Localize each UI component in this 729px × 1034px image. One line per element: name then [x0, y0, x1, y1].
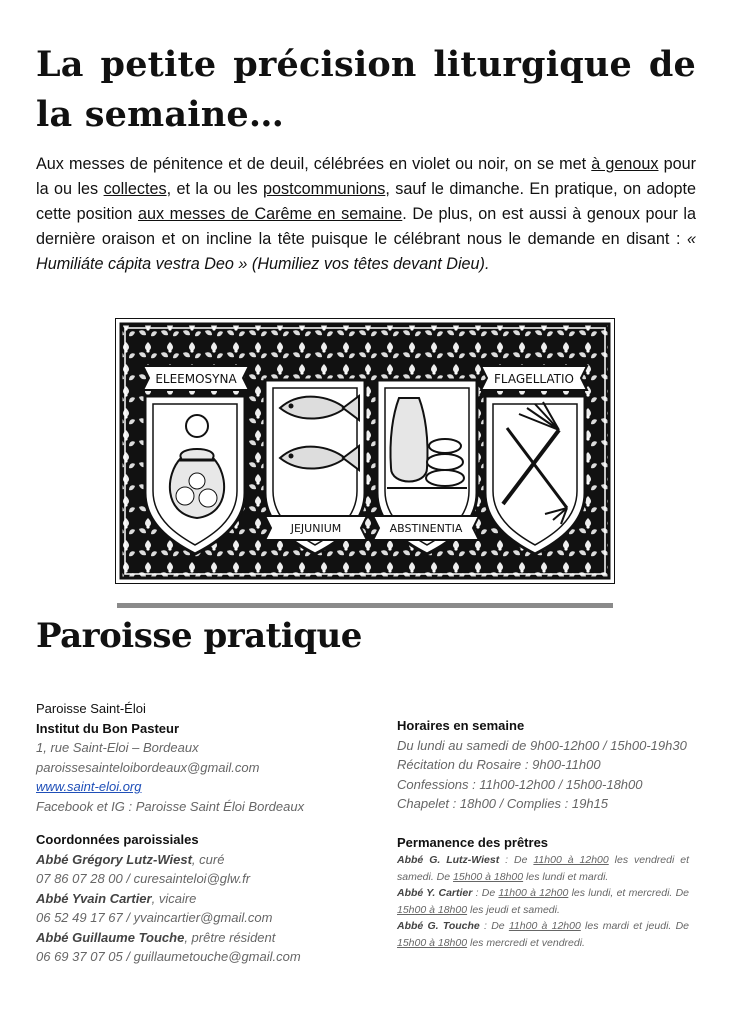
- contact-priest-2: [36, 889, 356, 909]
- contact-line-2: 06 52 49 17 67 / yvaincartier@gmail.com: [36, 910, 273, 925]
- contacts-heading: Coordonnées paroissiales: [36, 832, 199, 847]
- contact-line-3: 06 69 37 07 05 / guillaumetouche@gmail.com: [36, 949, 301, 964]
- permanence-text: les lundi, et mercredi. De: [568, 887, 689, 899]
- priest-name: Abbé Grégory Lutz-Wiest: [36, 851, 192, 867]
- priest-name: Abbé G. Touche: [397, 920, 480, 932]
- banner-abstinentia: [373, 516, 479, 540]
- banner-label: JEJUNIUM: [290, 522, 342, 535]
- banner-label: FLAGELLATIO: [494, 372, 574, 386]
- intro-text: , sauf le dimanche. En pratique, on adopte cette position: [36, 180, 697, 223]
- parish-info-column: [36, 699, 356, 967]
- contact-priest-1: [36, 850, 356, 870]
- eleemosyna-shield: [145, 396, 245, 554]
- section-divider: [117, 603, 613, 608]
- banner-flagellatio: [481, 366, 587, 390]
- horaires-line: Confessions : 11h00-12h00 / 15h00-18h00: [397, 776, 643, 792]
- priest-role: , prêtre résident: [184, 929, 276, 945]
- permanence-time: 15h00 à 18h00: [453, 870, 524, 883]
- permanence-text: les mardi et jeudi. De: [580, 920, 689, 932]
- permanence-text: les lundi et mardi.: [523, 870, 609, 883]
- parish-email[interactable]: paroissesainteloibordeaux@gmail.com: [36, 759, 260, 775]
- horaires-line: Du lundi au samedi de 9h00-12h00 / 15h00-19h30: [397, 737, 687, 753]
- contact-line-1: 07 86 07 28 00 / curesainteloi@glw.fr: [36, 871, 251, 886]
- parish-address: 1, rue Saint-Eloi – Bordeaux: [36, 740, 199, 755]
- priest-name: Abbé Y. Cartier: [397, 887, 473, 899]
- schedule-column: [397, 716, 689, 951]
- banner-label: ABSTINENTIA: [389, 522, 463, 535]
- permanence-text: les vendredi et samedi. De: [397, 854, 689, 883]
- intro-underline: postcommunions: [262, 180, 386, 198]
- priest-role: , curé: [191, 851, 225, 867]
- banner-eleemosyna: [143, 366, 249, 390]
- horaires-line: Chapelet : 18h00 / Complies : 19h15: [397, 796, 609, 811]
- intro-underline: à genoux: [591, 155, 659, 173]
- permanence-entry: [397, 918, 689, 951]
- permanence-text: les mercredi et vendredi.: [467, 936, 585, 949]
- permanence-text: : De: [499, 854, 534, 866]
- horaires-heading: Horaires en semaine: [397, 718, 525, 733]
- parish-name: Paroisse Saint-Éloi: [36, 701, 146, 716]
- priest-name: Abbé Yvain Cartier: [36, 890, 152, 906]
- intro-underline: collectes: [103, 180, 167, 198]
- intro-underline: aux messes de Carême en semaine: [137, 205, 403, 223]
- horaires-line: Récitation du Rosaire : 9h00-11h00: [397, 757, 601, 772]
- intro-text: . De plus, on est aussi à genoux pour la dernière oraison et on incline la tête puisque le célébrant nous le demande en disant :: [36, 205, 696, 248]
- penance-illustration: [115, 318, 615, 584]
- parish-website-link[interactable]: www.saint-eloi.org: [36, 779, 142, 794]
- permanence-heading: Permanence des prêtres: [397, 834, 549, 850]
- banner-label: ELEEMOSYNA: [155, 372, 237, 386]
- parish-institute: Institut du Bon Pasteur: [36, 720, 179, 736]
- permanence-time: 11h00 à 12h00: [498, 887, 569, 899]
- parish-social: Facebook et IG : Paroisse Saint Éloi Bordeaux: [36, 798, 305, 814]
- flagellatio-shield: [485, 396, 585, 554]
- permanence-time: 15h00 à 18h00: [397, 936, 468, 949]
- intro-quote: « Humiliáte cápita vestra Deo » (Humiliez vos têtes devant Dieu).: [36, 230, 696, 273]
- permanence-entry: [397, 852, 689, 885]
- permanence-time: 15h00 à 18h00: [397, 903, 468, 916]
- contact-priest-3: [36, 928, 356, 948]
- intro-text: pour la ou les: [36, 155, 697, 198]
- priest-name: Abbé Guillaume Touche: [36, 929, 185, 945]
- permanence-entry: [397, 885, 689, 918]
- intro-text: Aux messes de pénitence et de deuil, célébrées en violet ou noir, on se met: [36, 155, 592, 173]
- page-title: La petite précision liturgique de la semaine…: [36, 44, 696, 135]
- intro-text: , et la ou les: [166, 180, 263, 198]
- intro-paragraph: [36, 152, 696, 277]
- banner-jejunium: [265, 516, 367, 540]
- section-title: Paroisse pratique: [36, 616, 362, 656]
- priest-name: Abbé G. Lutz-Wiest: [397, 854, 500, 866]
- priest-role: , vicaire: [151, 890, 197, 906]
- permanence-time: 11h00 à 12h00: [533, 854, 609, 866]
- permanence-text: : De: [479, 920, 509, 932]
- permanence-time: 11h00 à 12h00: [508, 920, 581, 932]
- permanence-text: les jeudi et samedi.: [467, 903, 560, 916]
- permanence-text: : De: [472, 887, 499, 899]
